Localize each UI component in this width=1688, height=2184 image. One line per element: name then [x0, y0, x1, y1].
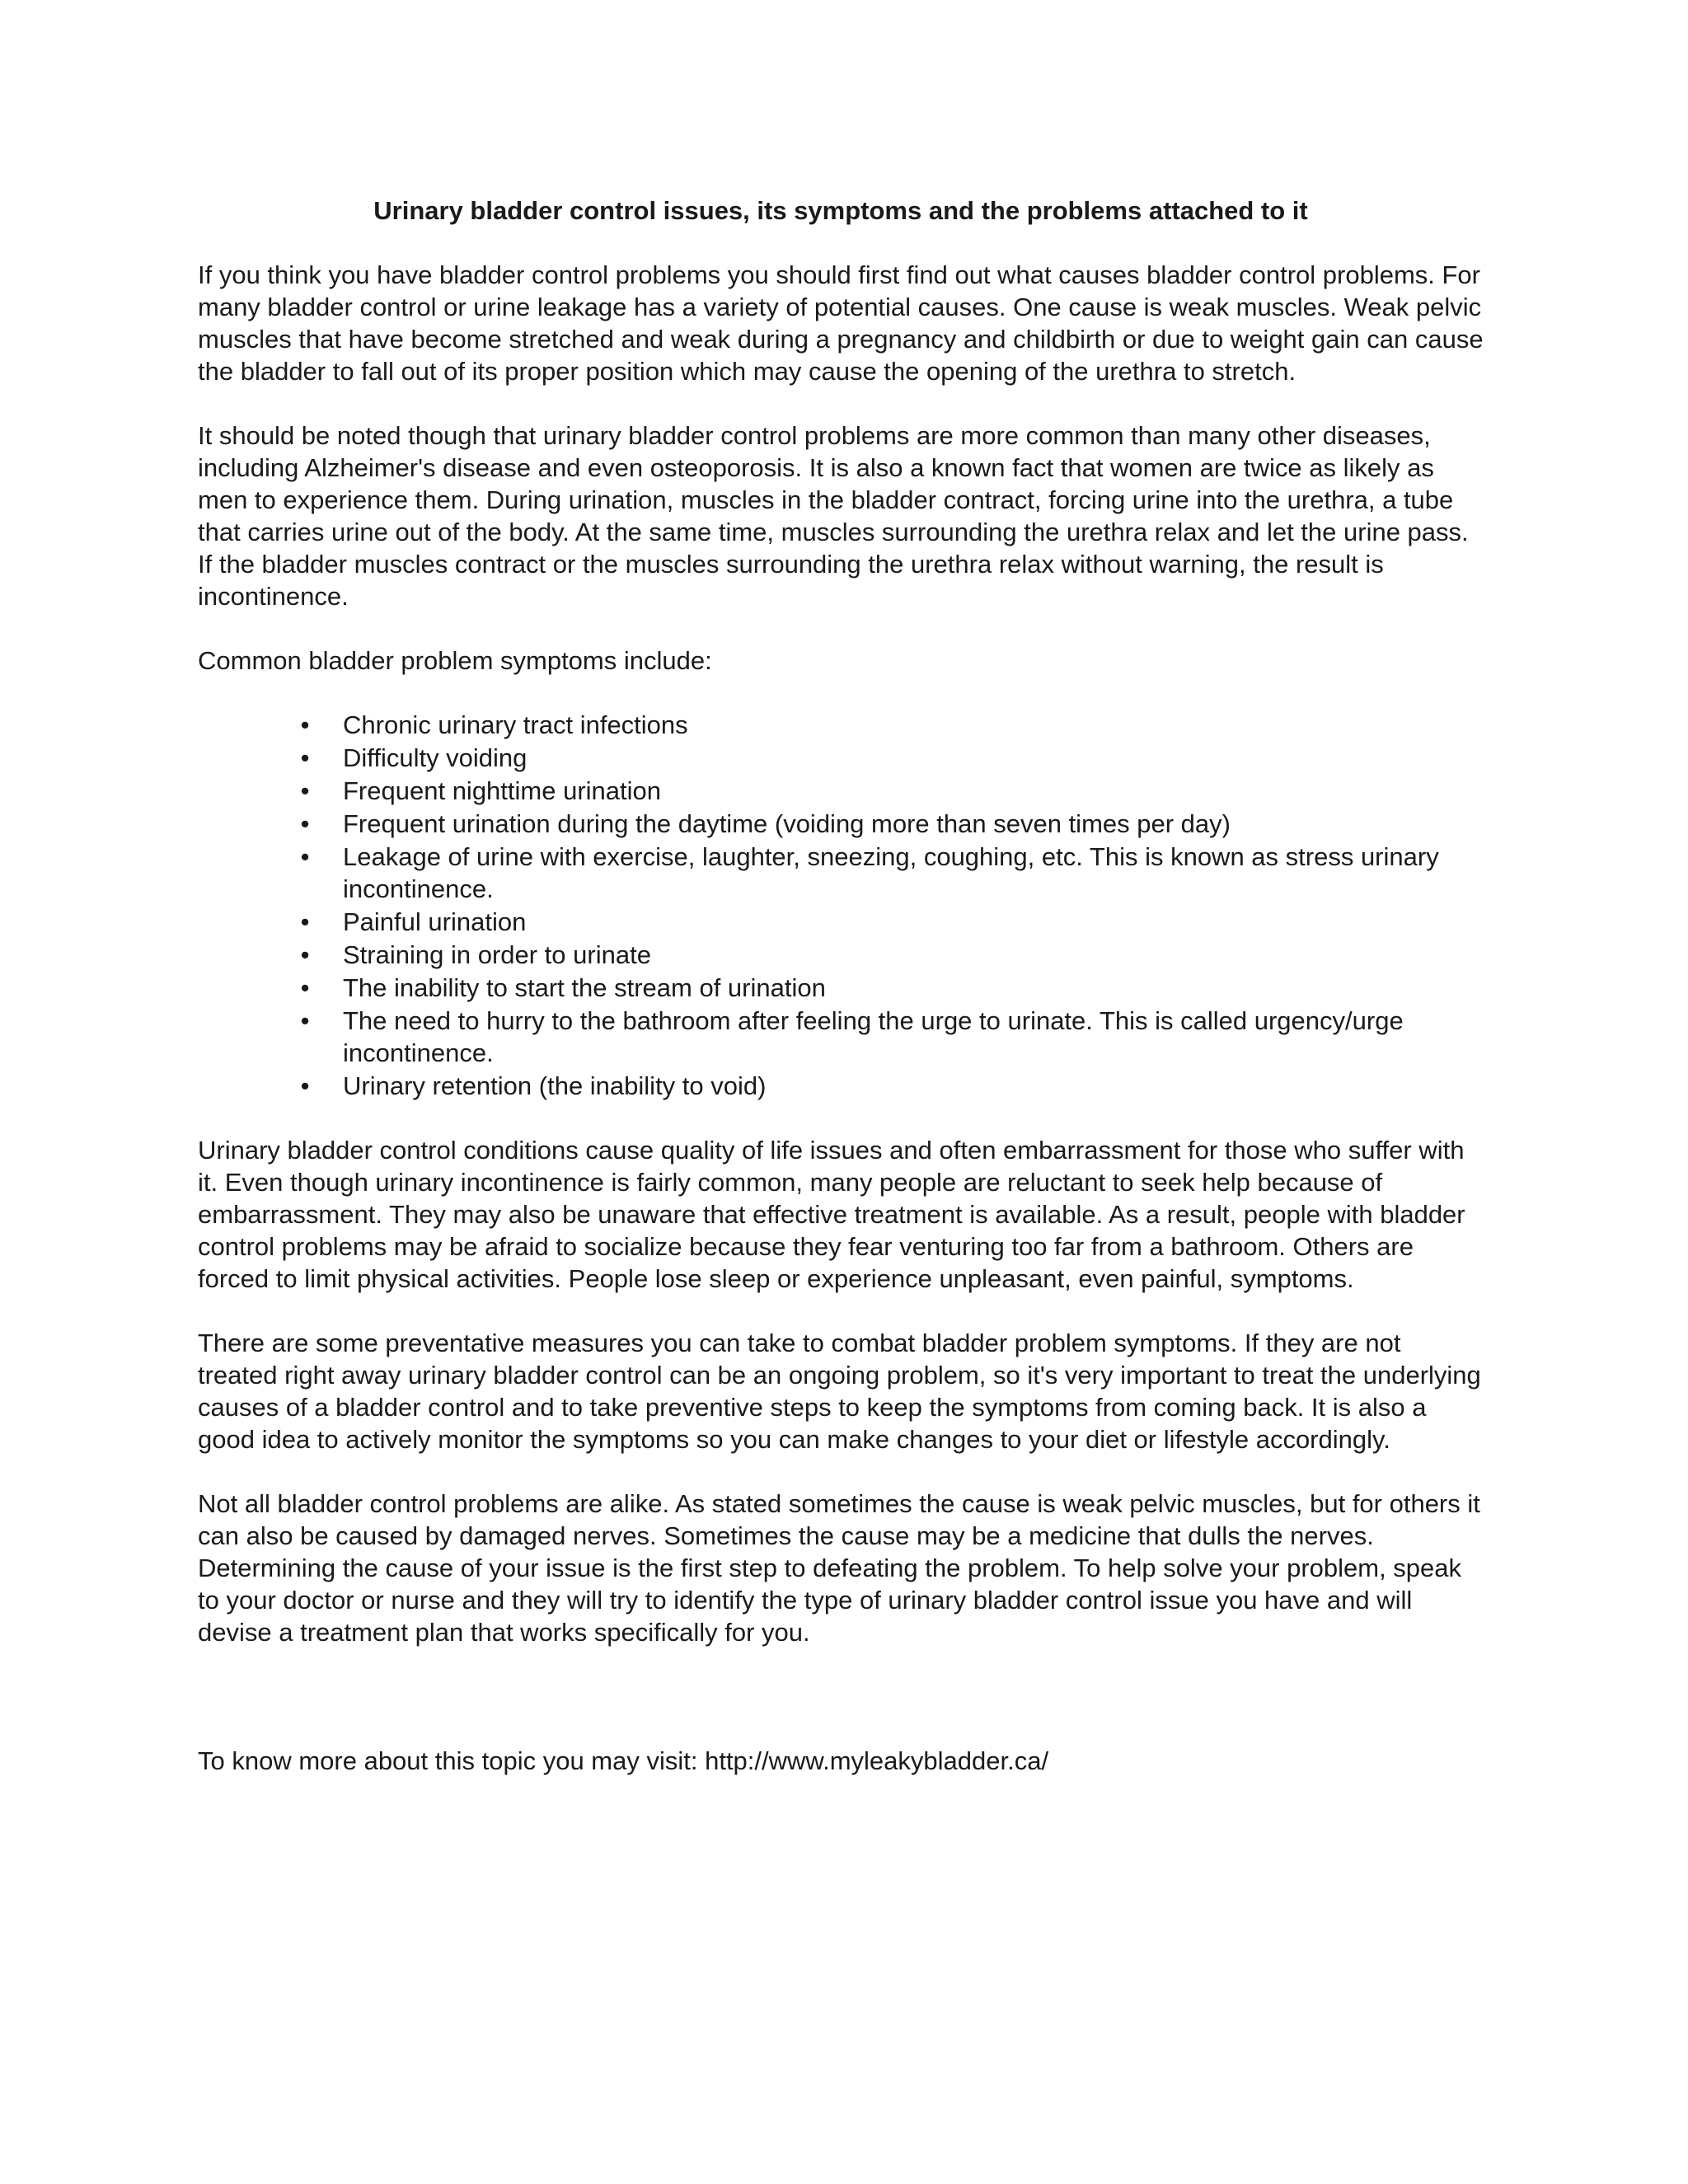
document-title: Urinary bladder control issues, its symptoms and the problems attached to it: [373, 196, 1308, 225]
bullet-icon: •: [300, 940, 310, 969]
bullet-icon: •: [300, 842, 310, 871]
symptoms-intro: Common bladder problem symptoms include:: [198, 646, 712, 675]
list-item: • Painful urination: [343, 906, 1484, 938]
paragraph-prevention: There are some preventative measures you can take to combat bladder problem symptoms. If they are not treated right away urinary bladder control can be an ongoing problem, so it's very important to treat the underlying causes of a bladder control and to take preventive steps to keep the symptoms from coming back. It is also a good idea to actively monitor the symptoms so you can make changes to your diet or lifestyle accordingly.: [198, 1329, 1481, 1454]
list-item: • Chronic urinary tract infections: [343, 709, 1484, 741]
paragraph-causes: If you think you have bladder control problems you should first find out what causes bladder control problems. For many bladder control or urine leakage has a variety of potential causes. One cause is weak muscles. Weak pelvic muscles that have become stretched and weak during a pregnancy and childbirth or due to weight gain can cause the bladder to fall out of its proper position which may cause the opening of the urethra to stretch.: [198, 260, 1484, 386]
bullet-icon: •: [300, 1071, 310, 1100]
symptoms-list: [198, 709, 1484, 1102]
list-item: • Frequent nighttime urination: [343, 775, 1484, 807]
list-item: • Urinary retention (the inability to void): [343, 1070, 1484, 1102]
bullet-icon: •: [300, 973, 310, 1002]
paragraph-causes-treatment: Not all bladder control problems are alike. As stated sometimes the cause is weak pelvic muscles, but for others it can also be caused by damaged nerves. Sometimes the cause may be a medicine that dulls the nerves. Determining the cause of your issue is the first step to defeating the problem. To help solve your problem, speak to your doctor or nurse and they will try to identify the type of urinary bladder control issue you have and will devise a treatment plan that works specifically for you.: [198, 1489, 1480, 1647]
paragraph-prevalence: It should be noted though that urinary bladder control problems are more common than many other diseases, including Alzheimer's disease and even osteoporosis. It is also a known fact that women are twice as likely as men to experience them. During urination, muscles in the bladder contract, forcing urine into the urethra, a tube that carries urine out of the body. At the same time, muscles surrounding the urethra relax and let the urine pass. If the bladder muscles contract or the muscles surrounding the urethra relax without warning, the result is incontinence.: [198, 421, 1469, 611]
bullet-icon: •: [300, 743, 310, 772]
list-item: • The need to hurry to the bathroom after feeling the urge to urinate. This is called urgency/urge incontinence.: [343, 1005, 1484, 1069]
bullet-icon: •: [300, 907, 310, 936]
list-item: • The inability to start the stream of urination: [343, 972, 1484, 1004]
document-page: [198, 194, 1484, 1809]
list-item: • Leakage of urine with exercise, laughter, sneezing, coughing, etc. This is known as stress urinary incontinence.: [343, 841, 1484, 905]
bullet-icon: •: [300, 710, 310, 739]
paragraph-quality-of-life: Urinary bladder control conditions cause quality of life issues and often embarrassment for those who suffer with it. Even though urinary incontinence is fairly common, many people are reluctant to seek help because of embarrassment. They may also be unaware that effective treatment is available. As a result, people with bladder control problems may be afraid to socialize because they fear venturing too far from a bathroom. Others are forced to limit physical activities. People lose sleep or experience unpleasant, even painful, symptoms.: [198, 1136, 1465, 1293]
list-item: • Straining in order to urinate: [343, 939, 1484, 971]
bullet-icon: •: [300, 809, 310, 838]
footer-reference: To know more about this topic you may visit: http://www.myleakybladder.ca/: [198, 1746, 1049, 1775]
list-item: • Difficulty voiding: [343, 742, 1484, 774]
list-item: • Frequent urination during the daytime (voiding more than seven times per day): [343, 808, 1484, 840]
bullet-icon: •: [300, 1006, 310, 1035]
bullet-icon: •: [300, 776, 310, 805]
